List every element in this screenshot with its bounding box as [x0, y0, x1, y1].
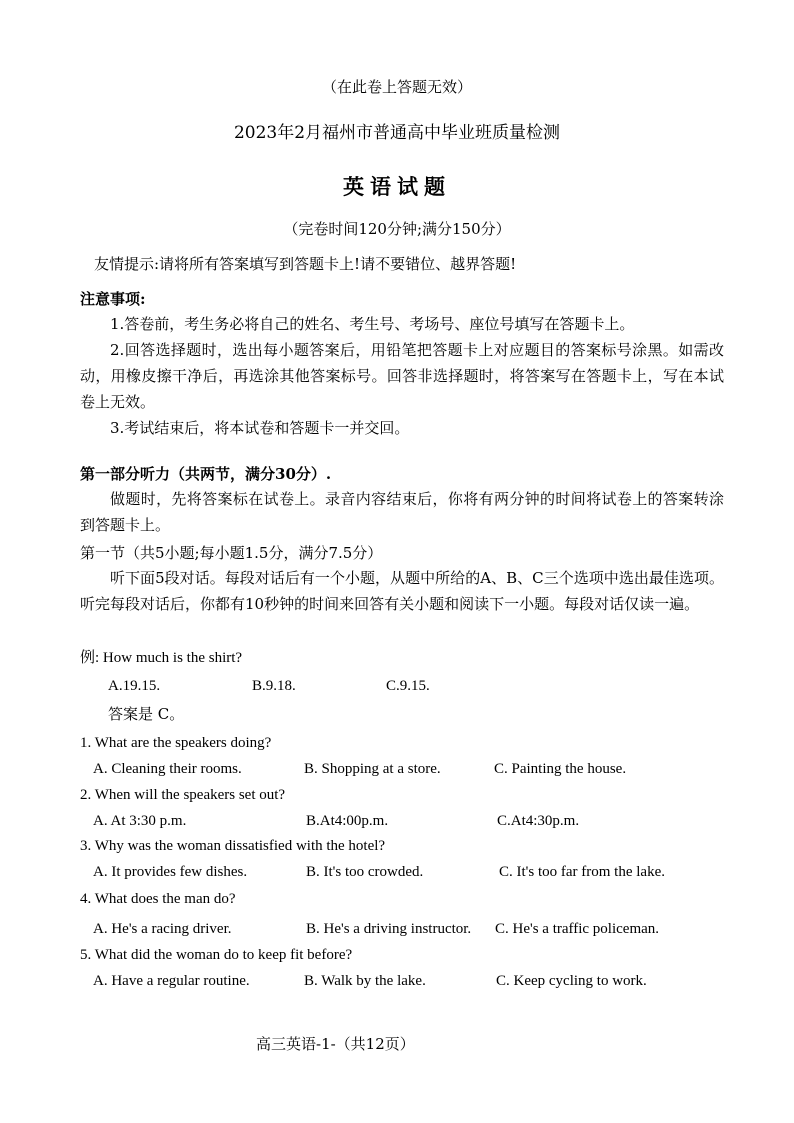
section1-instruction: 听下面5段对话。每段对话后有一个小题，从题中所给的A、B、C三个选项中选出最佳选项。听完每段对话后，你都有10秒钟的时间来回答有关小题和阅读下一小题。每段对话仅读一遍。	[80, 569, 724, 613]
notice-heading: 注意事项:	[80, 290, 146, 308]
example-option-b: B.9.18.	[252, 678, 296, 694]
q5-option-c: C. Keep cycling to work.	[496, 973, 647, 989]
time-score-note: （完卷时间120分钟;满分150分）	[283, 220, 511, 238]
q2-option-a: A. At 3:30 p.m.	[93, 813, 187, 829]
exam-title: 2023年2月福州市普通高中毕业班质量检测	[233, 123, 561, 143]
question-1: 1. What are the speakers doing?	[80, 735, 272, 751]
notice-item-2: 2.回答选择题时，选出每小题答案后，用铅笔把答题卡上对应题目的答案标号涂黑。如需改动，用橡皮擦干净后，再选涂其他答案标号。回答非选择题时，将答案写在答题卡上，写在本试卷上无效。	[80, 341, 724, 411]
friendly-tip: 友情提示:请将所有答案填写到答题卡上!请不要错位、越界答题!	[94, 255, 517, 273]
example-option-a: A.19.15.	[108, 678, 161, 694]
invalid-answer-note: （在此卷上答题无效）	[321, 78, 472, 96]
q3-option-b: B. It's too crowded.	[306, 864, 424, 880]
example-option-c: C.9.15.	[386, 678, 430, 694]
notice-item-3: 3.考试结束后，将本试卷和答题卡一并交回。	[110, 419, 410, 437]
question-5: 5. What did the woman do to keep fit before?	[80, 947, 353, 963]
question-4: 4. What does the man do?	[80, 891, 236, 907]
q4-option-a: A. He's a racing driver.	[93, 921, 232, 937]
question-3: 3. Why was the woman dissatisfied with the hotel?	[80, 838, 386, 854]
q4-option-b: B. He's a driving instructor.	[306, 921, 472, 937]
page-footer: 高三英语-1-（共12页）	[256, 1035, 415, 1053]
q2-option-b: B.At4:00p.m.	[306, 813, 389, 829]
question-2: 2. When will the speakers set out?	[80, 787, 286, 803]
q4-option-c: C. He's a traffic policeman.	[495, 921, 660, 937]
part1-heading: 第一部分听力（共两节，满分30分）.	[80, 465, 332, 483]
q2-option-c: C.At4:30p.m.	[497, 813, 580, 829]
q1-option-b: B. Shopping at a store.	[304, 761, 441, 777]
q5-option-a: A. Have a regular routine.	[93, 973, 250, 989]
q3-option-a: A. It provides few dishes.	[93, 864, 248, 880]
part1-instruction: 做题时，先将答案标在试卷上。录音内容结束后，你将有两分钟的时间将试卷上的答案转涂到答题卡上。	[80, 490, 724, 534]
example-question: 例: How much is the shirt?	[80, 650, 243, 666]
q1-option-a: A. Cleaning their rooms.	[93, 761, 242, 777]
notice-item-1: 1.答卷前，考生务必将自己的姓名、考生号、考场号、座位号填写在答题卡上。	[110, 315, 635, 333]
example-answer: 答案是 C。	[108, 705, 185, 723]
q1-option-c: C. Painting the house.	[494, 761, 627, 777]
section1-heading: 第一节（共5小题;每小题1.5分，满分7.5分）	[80, 544, 383, 562]
q5-option-b: B. Walk by the lake.	[304, 973, 426, 989]
q3-option-c: C. It's too far from the lake.	[499, 864, 665, 880]
subject-title: 英语试题	[343, 174, 451, 199]
